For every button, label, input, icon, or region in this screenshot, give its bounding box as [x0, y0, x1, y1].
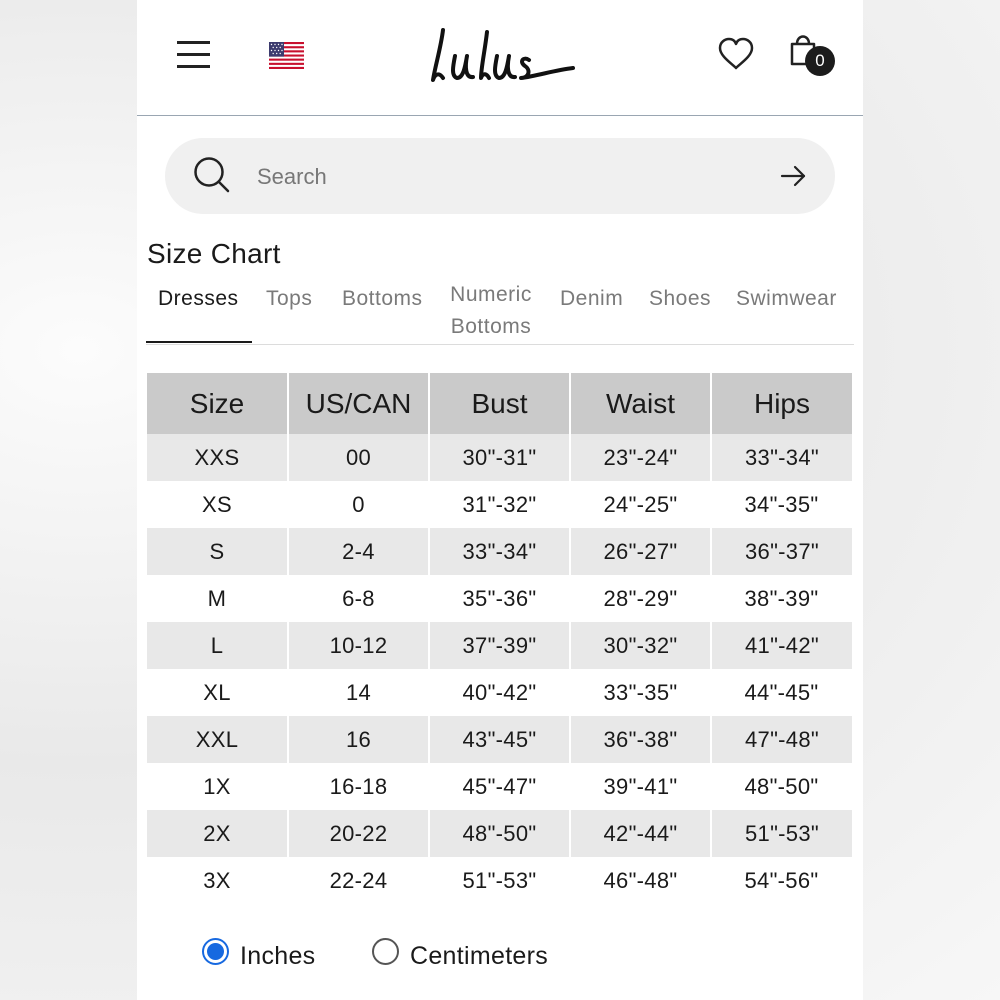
unit-selector — [202, 936, 802, 980]
heart-icon[interactable] — [717, 36, 755, 72]
table-cell: 20-22 — [288, 810, 429, 857]
tab-tops[interactable]: Tops — [266, 287, 313, 310]
table-cell: 2X — [147, 810, 288, 857]
table-row — [147, 481, 852, 528]
table-cell: 26"-27" — [570, 528, 711, 575]
tab-numeric-bottoms[interactable]: Numeric Bottoms — [450, 283, 532, 338]
table-row — [147, 810, 852, 857]
table-cell: 42"-44" — [570, 810, 711, 857]
table-cell: 24"-25" — [570, 481, 711, 528]
table-cell: 00 — [288, 434, 429, 481]
table-cell: 16 — [288, 716, 429, 763]
table-cell: 30"-31" — [429, 434, 570, 481]
table-cell: 35"-36" — [429, 575, 570, 622]
table-cell: 34"-35" — [711, 481, 852, 528]
page — [137, 0, 863, 1000]
size-chart-table — [147, 373, 853, 904]
table-row — [147, 763, 852, 810]
column-header: Hips — [711, 373, 852, 434]
search-input[interactable] — [255, 158, 759, 196]
centimeters-label[interactable]: Centimeters — [410, 942, 549, 970]
table-cell: 33"-35" — [570, 669, 711, 716]
table-row — [147, 434, 852, 481]
cart-count-badge[interactable]: 0 — [805, 46, 835, 76]
table-row — [147, 857, 852, 904]
table-cell: 6-8 — [288, 575, 429, 622]
table-row — [147, 716, 852, 763]
search-icon[interactable] — [193, 156, 231, 194]
inches-radio[interactable] — [202, 938, 229, 965]
table-cell: 0 — [288, 481, 429, 528]
table-cell: 40"-42" — [429, 669, 570, 716]
tab-denim[interactable]: Denim — [560, 287, 624, 310]
table-cell: 33"-34" — [429, 528, 570, 575]
table-cell: 38"-39" — [711, 575, 852, 622]
table-cell: 47"-48" — [711, 716, 852, 763]
tab-shoes[interactable]: Shoes — [649, 287, 712, 310]
size-chart-title: Size Chart — [147, 238, 281, 269]
table-cell: 51"-53" — [429, 857, 570, 904]
tab-swimwear[interactable]: Swimwear — [736, 287, 837, 310]
size-chart-body — [147, 434, 852, 904]
table-cell: XXS — [147, 434, 288, 481]
centimeters-radio[interactable] — [372, 938, 399, 965]
column-header: Size — [147, 373, 288, 434]
table-cell: 39"-41" — [570, 763, 711, 810]
table-cell: 22-24 — [288, 857, 429, 904]
table-cell: 48"-50" — [429, 810, 570, 857]
search-bar[interactable] — [165, 138, 835, 214]
table-row — [147, 669, 852, 716]
table-cell: XS — [147, 481, 288, 528]
us-flag-icon[interactable] — [269, 42, 304, 69]
table-cell: XL — [147, 669, 288, 716]
active-tab-indicator — [146, 341, 252, 343]
table-cell: 10-12 — [288, 622, 429, 669]
table-cell: 1X — [147, 763, 288, 810]
column-header: Waist — [570, 373, 711, 434]
table-cell: 14 — [288, 669, 429, 716]
table-row — [147, 575, 852, 622]
table-cell: M — [147, 575, 288, 622]
table-cell: 48"-50" — [711, 763, 852, 810]
table-row — [147, 528, 852, 575]
table-cell: 3X — [147, 857, 288, 904]
table-cell: 28"-29" — [570, 575, 711, 622]
table-cell: 33"-34" — [711, 434, 852, 481]
inches-label[interactable]: Inches — [240, 942, 316, 970]
table-cell: XXL — [147, 716, 288, 763]
hamburger-menu-icon[interactable] — [177, 40, 211, 68]
table-cell: 43"-45" — [429, 716, 570, 763]
table-cell: 2-4 — [288, 528, 429, 575]
table-cell: 46"-48" — [570, 857, 711, 904]
table-row — [147, 622, 852, 669]
tab-bottoms[interactable]: Bottoms — [342, 287, 423, 310]
table-cell: 31"-32" — [429, 481, 570, 528]
table-cell: 44"-45" — [711, 669, 852, 716]
table-cell: 36"-37" — [711, 528, 852, 575]
column-header: Bust — [429, 373, 570, 434]
lulus-logo[interactable] — [425, 22, 575, 90]
table-cell: 45"-47" — [429, 763, 570, 810]
size-chart-tabs — [146, 279, 854, 345]
arrow-right-icon[interactable] — [779, 162, 809, 190]
table-cell: 16-18 — [288, 763, 429, 810]
site-header — [137, 0, 863, 116]
table-cell: 51"-53" — [711, 810, 852, 857]
tab-dresses[interactable]: Dresses — [158, 287, 239, 310]
table-cell: 37"-39" — [429, 622, 570, 669]
column-header: US/CAN — [288, 373, 429, 434]
table-cell: 54"-56" — [711, 857, 852, 904]
table-cell: L — [147, 622, 288, 669]
table-cell: S — [147, 528, 288, 575]
table-cell: 36"-38" — [570, 716, 711, 763]
table-cell: 23"-24" — [570, 434, 711, 481]
table-cell: 41"-42" — [711, 622, 852, 669]
table-cell: 30"-32" — [570, 622, 711, 669]
table-header-row — [147, 373, 852, 434]
